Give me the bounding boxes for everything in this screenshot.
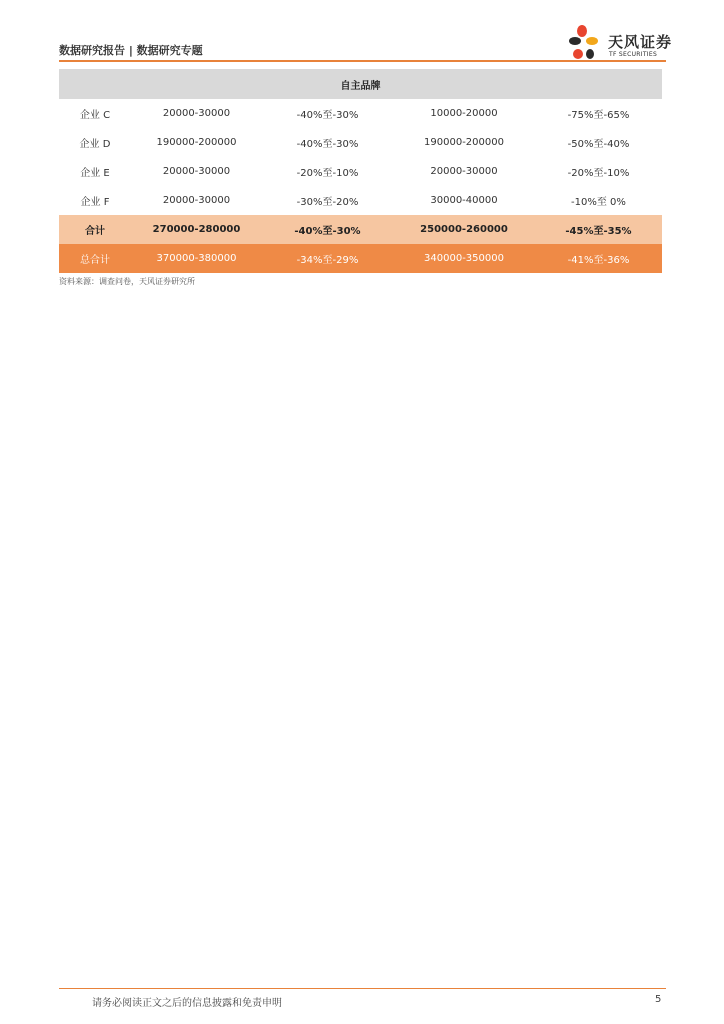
table-cell: 190000-200000 bbox=[424, 137, 504, 148]
table-row bbox=[59, 186, 662, 215]
table-cell: 20000-30000 bbox=[162, 166, 231, 177]
table-cell: -34%至-29% bbox=[262, 244, 393, 273]
table-cell: -20%至-10% bbox=[296, 168, 359, 179]
table-row-total bbox=[59, 244, 662, 273]
page-number: 5 bbox=[655, 994, 662, 1005]
footer-disclaimer: 请务必阅读正文之后的信息披露和免责申明 bbox=[92, 998, 282, 1009]
footer-divider bbox=[59, 988, 666, 989]
table-cell: -75%至-65% bbox=[567, 110, 630, 121]
table-cell: -20%至-10% bbox=[567, 168, 630, 179]
table-cell: -40%至-30% bbox=[296, 139, 359, 150]
table-cell: -10%至 0% bbox=[571, 197, 626, 208]
table-cell: -40%至-30% bbox=[296, 110, 359, 121]
table-cell: 250000-260000 bbox=[393, 215, 535, 244]
table-cell: -50%至-40% bbox=[567, 139, 630, 150]
table-cell: -30%至-20% bbox=[296, 197, 359, 208]
header-divider bbox=[59, 60, 666, 62]
table-cell: 20000-30000 bbox=[162, 108, 231, 119]
flower-logo-icon bbox=[568, 24, 608, 62]
table-row bbox=[59, 99, 662, 128]
table-cell: 10000-20000 bbox=[430, 108, 498, 119]
table-cell: 20000-30000 bbox=[162, 195, 231, 206]
table-cell: -41%至-36% bbox=[535, 244, 662, 273]
table-section-header bbox=[59, 69, 662, 99]
table-cell: 370000-380000 bbox=[131, 244, 262, 273]
sales-table bbox=[59, 69, 662, 273]
table-cell: -40%至-30% bbox=[262, 215, 393, 244]
company-logo bbox=[568, 24, 673, 62]
table-cell: 30000-40000 bbox=[430, 195, 498, 206]
table-cell: 企业 F bbox=[80, 197, 110, 208]
logo-text-en: TF SECURITIES bbox=[609, 51, 658, 58]
section-label: 自主品牌 bbox=[59, 69, 662, 99]
table-cell: 企业 D bbox=[79, 139, 111, 150]
table-cell: -45%至-35% bbox=[535, 215, 662, 244]
table-cell: 270000-280000 bbox=[131, 215, 262, 244]
table-cell: 190000-200000 bbox=[156, 137, 237, 148]
table-row-subtotal bbox=[59, 215, 662, 244]
table-cell: 20000-30000 bbox=[430, 166, 498, 177]
table-cell: 企业 C bbox=[79, 110, 111, 121]
table-row bbox=[59, 128, 662, 157]
source-note: 资料来源：调查问卷，天风证券研究所 bbox=[59, 277, 195, 286]
table-cell: 合计 bbox=[59, 215, 131, 244]
table-cell: 企业 E bbox=[80, 168, 110, 179]
logo-text-cn: 天风证券 bbox=[608, 33, 673, 51]
table-cell: 340000-350000 bbox=[393, 244, 535, 273]
table-row bbox=[59, 157, 662, 186]
table-cell: 总合计 bbox=[59, 244, 131, 273]
report-title: 数据研究报告 | 数据研究专题 bbox=[59, 44, 203, 57]
